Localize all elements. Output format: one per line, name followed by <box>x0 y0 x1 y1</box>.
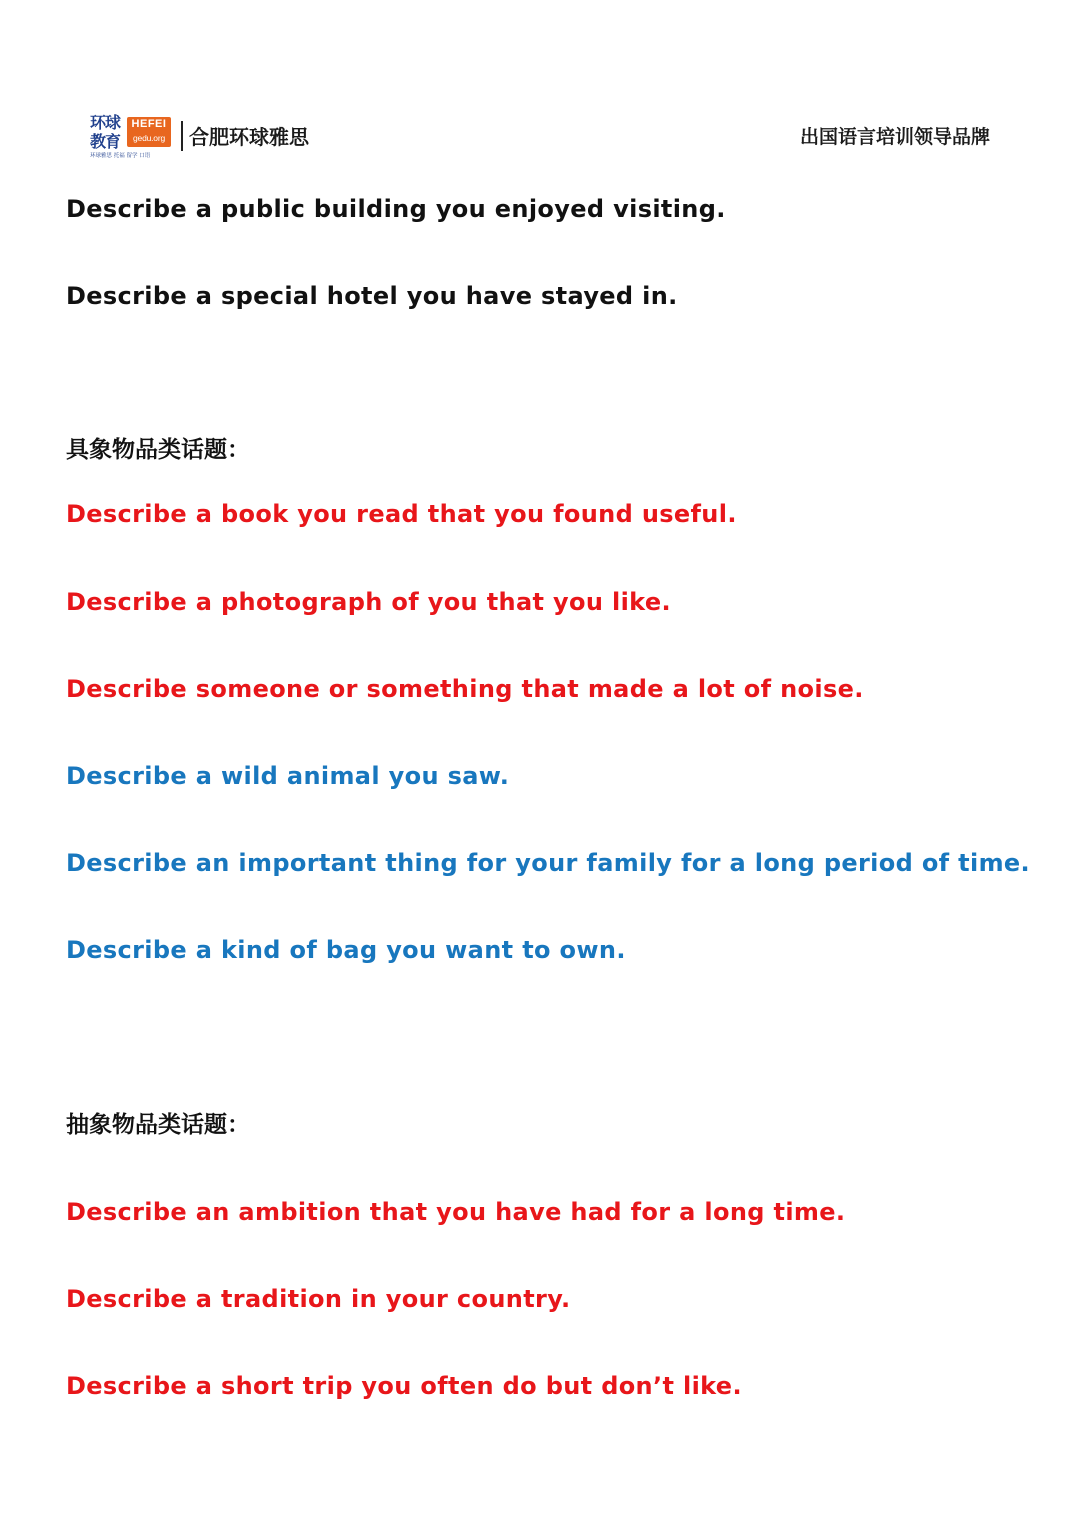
org-name: 合肥环球雅思 <box>189 125 309 149</box>
topic-bag: Describe a kind of bag you want to own. <box>66 936 626 964</box>
logo-badge-city: HEFEI <box>131 118 167 130</box>
page-header <box>88 112 998 164</box>
logo-text-line1: 环球 <box>90 113 121 132</box>
topic-special-hotel: Describe a special hotel you have stayed in. <box>66 282 678 310</box>
topic-noise: Describe someone or something that made a lot of noise. <box>66 675 864 703</box>
topic-photograph: Describe a photograph of you that you like. <box>66 588 671 616</box>
logo-badge-domain: gedu.org <box>133 133 165 143</box>
topic-wild-animal: Describe a wild animal you saw. <box>66 762 510 790</box>
topic-ambition: Describe an ambition that you have had for a long time. <box>66 1198 846 1226</box>
logo-subtitle: 环球雅思 托福 留学 口语 <box>90 153 151 159</box>
topic-family-thing: Describe an important thing for your family for a long period of time. <box>66 849 1031 877</box>
topic-short-trip: Describe a short trip you often do but don’t like. <box>66 1372 742 1400</box>
topic-useful-book: Describe a book you read that you found useful. <box>66 500 737 528</box>
concrete-items-heading: 具象物品类话题： <box>66 437 250 463</box>
abstract-items-heading: 抽象物品类话题： <box>66 1112 250 1138</box>
topic-tradition: Describe a tradition in your country. <box>66 1285 571 1313</box>
gedu-logo <box>88 112 174 162</box>
topic-public-building: Describe a public building you enjoyed visiting. <box>66 195 726 223</box>
brand-tagline: 出国语言培训领导品牌 <box>799 126 990 148</box>
header-divider <box>181 121 183 151</box>
logo-text-line2: 教育 <box>90 132 121 151</box>
logo-badge <box>127 117 171 147</box>
